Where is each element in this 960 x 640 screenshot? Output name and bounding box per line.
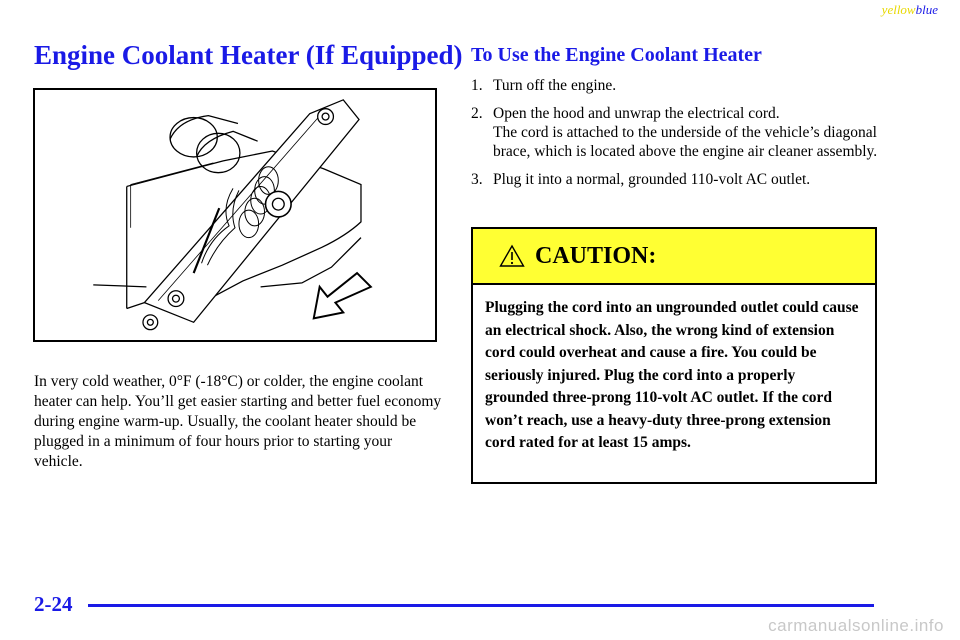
instructions-title: To Use the Engine Coolant Heater bbox=[471, 44, 762, 66]
page-number: 2-24 bbox=[34, 592, 73, 616]
edition-tag bbox=[882, 2, 938, 18]
caution-box bbox=[471, 227, 877, 484]
edition-tag-blue: blue bbox=[915, 2, 938, 17]
warning-triangle-icon bbox=[499, 244, 525, 268]
step-item bbox=[471, 170, 891, 189]
watermark: carmanualsonline.info bbox=[768, 616, 944, 635]
caution-text: Plugging the cord into an ungrounded outlet could cause an electrical shock. Also, the wrong kind of extension cord could overheat and cause a fire. You could be seriously injured. Plug the cord into a properly grounded three-prong 110-volt AC outlet. If the cord won’t reach, use a heavy-duty three-prong extension cord rated for at least 15 amps. bbox=[485, 299, 859, 451]
edition-tag-yellow: yellow bbox=[881, 2, 916, 17]
step-text: Turn off the engine. bbox=[493, 77, 617, 94]
instruction-steps bbox=[471, 76, 891, 198]
caution-header bbox=[473, 229, 875, 285]
step-note: The cord is attached to the underside of the vehicle’s diagonal brace, which is located above the engine air cleaner assembly. bbox=[493, 124, 878, 160]
step-item bbox=[471, 76, 891, 95]
engine-coolant-heater-figure bbox=[33, 88, 437, 342]
intro-paragraph: In very cold weather, 0°F (-18°C) or colder, the engine coolant heater can help. You’ll get easier starting and better fuel economy during engine warm-up. Usually, the coolant heater should be plugged in a minimum of four hours prior to starting your vehicle. bbox=[34, 373, 442, 470]
step-number: 2. bbox=[471, 105, 483, 122]
footer-rule bbox=[88, 604, 874, 607]
step-text: Open the hood and unwrap the electrical cord. bbox=[493, 105, 780, 122]
section-title: Engine Coolant Heater (If Equipped) bbox=[34, 40, 463, 70]
step-number: 3. bbox=[471, 171, 483, 188]
caution-title: CAUTION: bbox=[535, 242, 657, 269]
engine-coolant-heater-illustration-icon bbox=[35, 90, 435, 340]
step-item bbox=[471, 104, 891, 161]
step-text: Plug it into a normal, grounded 110-volt AC outlet. bbox=[493, 171, 811, 188]
step-number: 1. bbox=[471, 77, 483, 94]
